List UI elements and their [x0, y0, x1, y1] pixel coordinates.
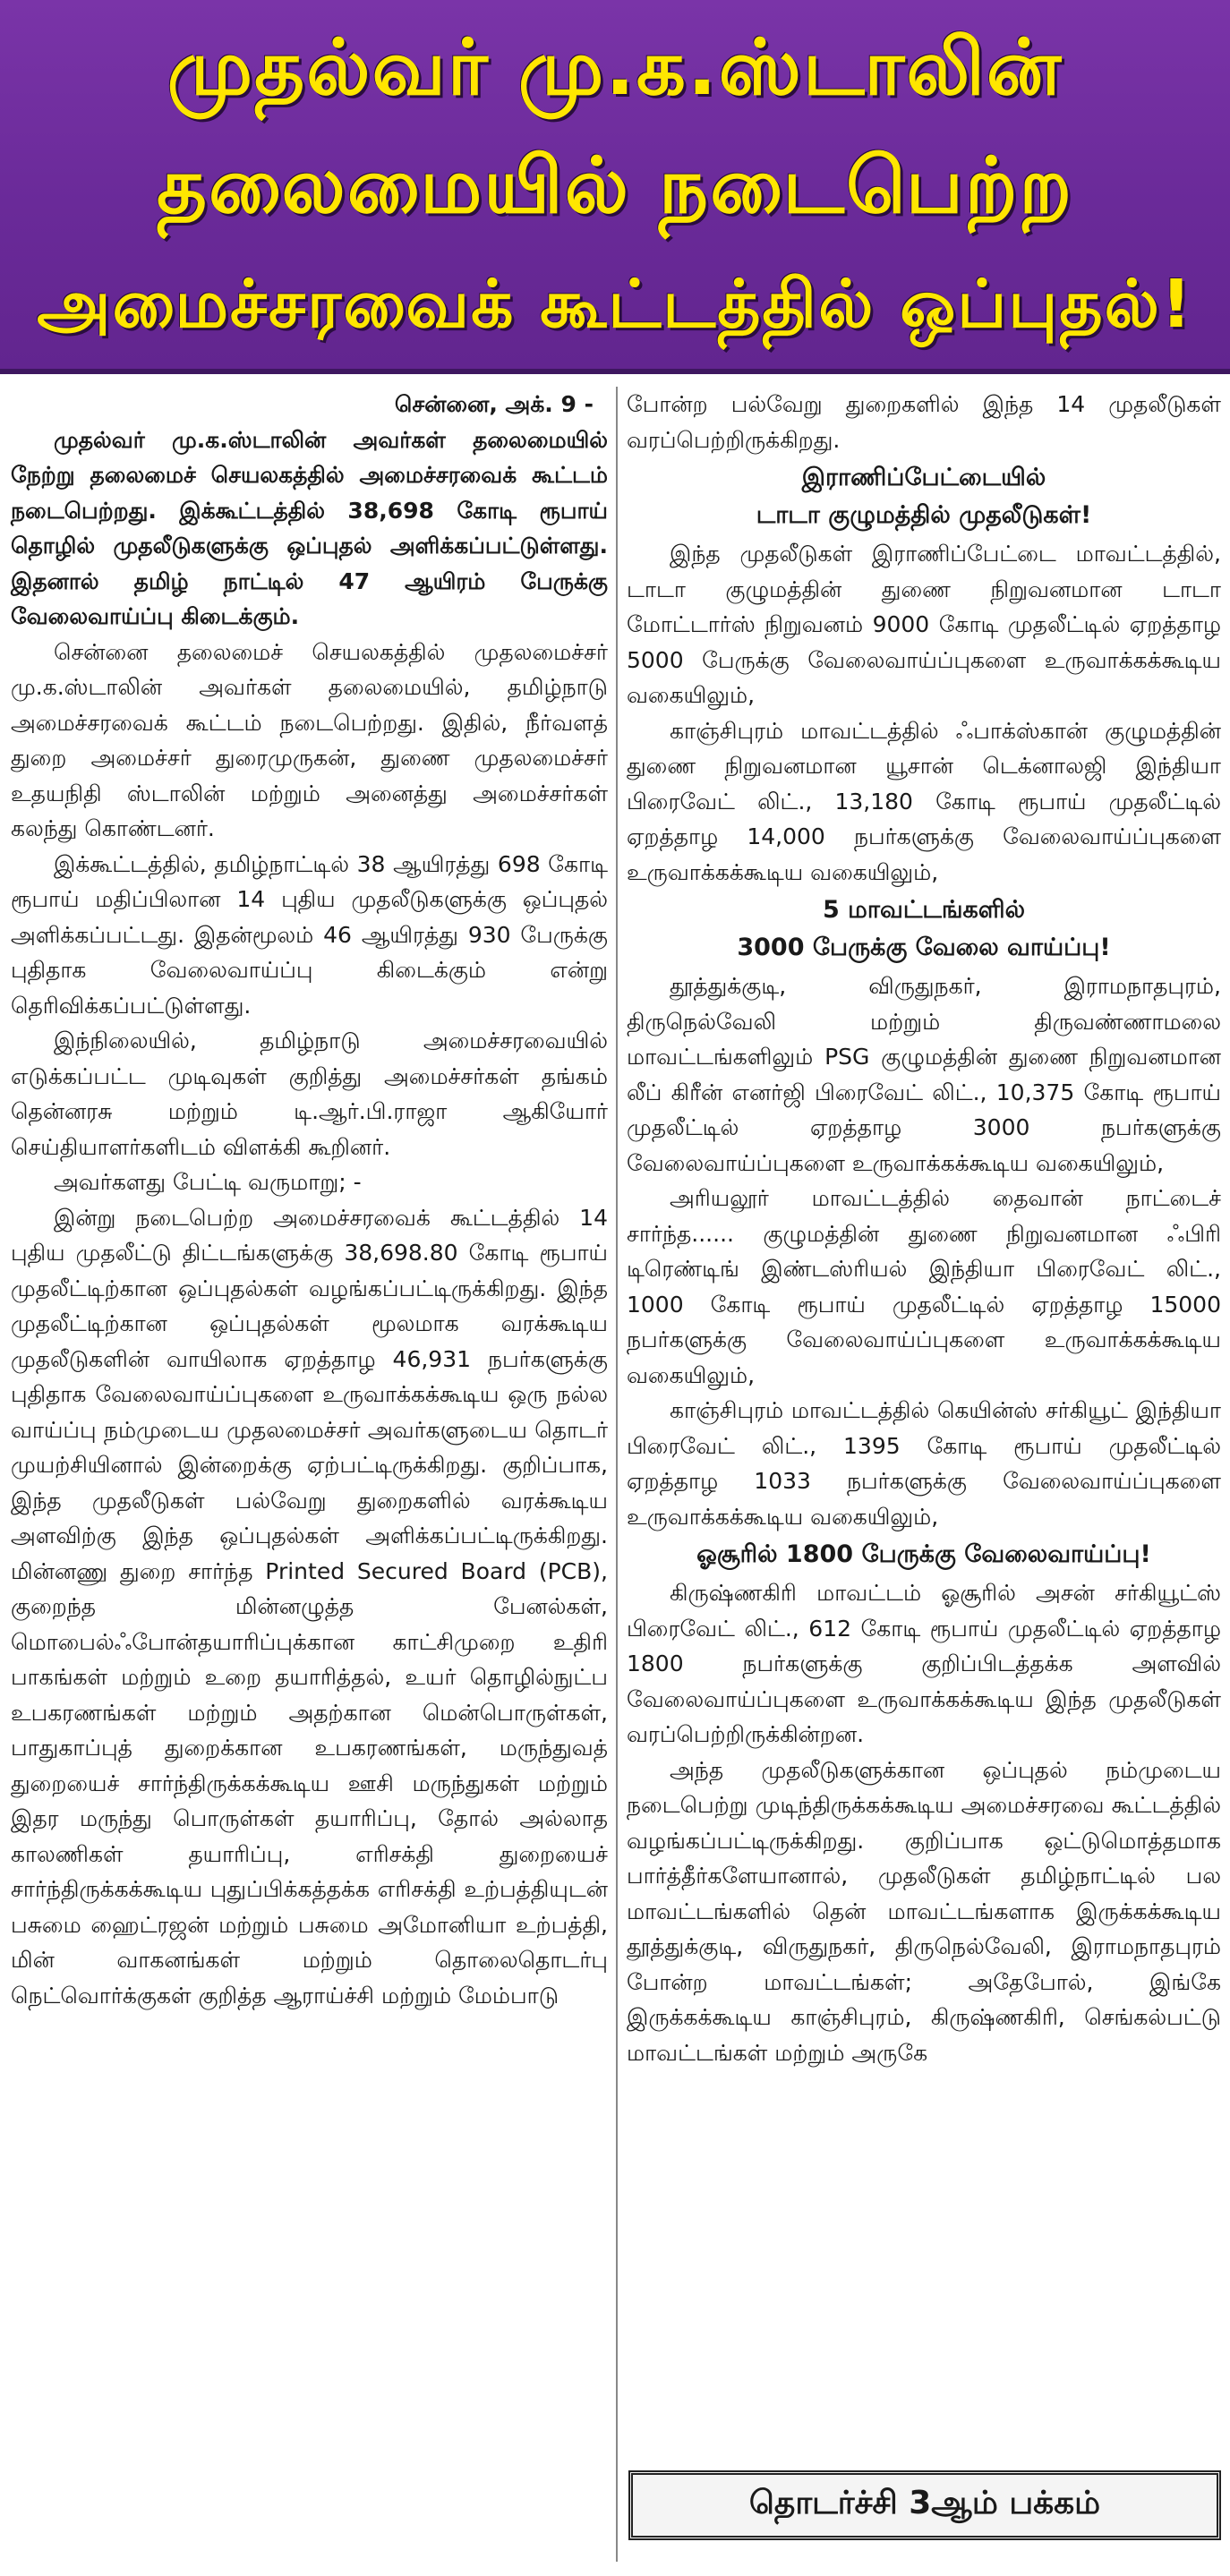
- headline-banner: [0, 0, 1230, 374]
- subheading-line: டாடா குழுமத்தில் முதலீடுகள்!: [756, 501, 1092, 529]
- subheading-line: இராணிப்பேட்டையில்: [801, 464, 1046, 491]
- body-paragraph: தூத்துக்குடி, விருதுநகர், இராமநாதபுரம், திருநெல்வேலி மற்றும் திருவண்ணாமலை மாவட்டங்களிலும் PSG குழுமத்தின் துணை நிறுவனமான லீப் கிரீன் எனர்ஜி பிரைவேட் லிட்., 10,375 கோடி ரூபாய் முதலீட்டில் ஏறத்தாழ 3000 நபர்களுக்கு வேலைவாய்ப்புகளை உருவாக்கக்கூடிய வகையிலும்,: [627, 973, 1221, 1176]
- left-column: [11, 387, 608, 2013]
- body-paragraph: அரியலூர் மாவட்டத்தில் தைவான் நாட்டைச் சார்ந்த...... குழுமத்தின் துணை நிறுவனமான ஃபிரி டிரெண்டிங் இண்டஸ்ரியல் இந்தியா பிரைவேட் லிட்., 1000 கோடி ரூபாய் முதலீட்டில் ஏறத்தாழ 15000 நபர்களுக்கு வேலைவாய்ப்புகளை உருவாக்கக்கூடிய வகையிலும்,: [627, 1185, 1221, 1388]
- subheading-hosur: ஓசூரில் 1800 பேருக்கு வேலைவாய்ப்பு!: [696, 1540, 1151, 1568]
- body-paragraph: இன்று நடைபெற்ற அமைச்சரவைக் கூட்டத்தில் 14 புதிய முதலீட்டு திட்டங்களுக்கு 38,698.80 கோடி ரூபாய் முதலீட்டிற்கான ஒப்புதல்கள் வழங்கப்பட்டிருக்கிறது. இந்த முதலீட்டிற்கான ஒப்புதல்கள் மூலமாக வரக்கூடிய முதலீடுகளின் வாயிலாக ஏறத்தாழ 46,931 நபர்களுக்கு புதிதாக வேலைவாய்ப்புகளை உருவாக்கக்கூடிய ஒரு நல்ல வாய்ப்பு நம்முடைய முதலமைச்சர் அவர்களுடைய தொடர் முயற்சியினால் இன்றைக்கு ஏற்பட்டிருக்கிறது. குறிப்பாக, இந்த முதலீடுகள் பல்வேறு துறைகளில் வரக்கூடிய அளவிற்கு இந்த ஒப்புதல்கள் அளிக்கப்பட்டிருக்கிறது. மின்னணு துறை சார்ந்த Printed Secured Board (PCB), குறைந்த மின்னழுத்த பேனல்கள், மொபைல்ஃபோன்தயாரிப்புக்கான காட்சிமுறை உதிரி பாகங்கள் மற்றும் உறை தயாரித்தல், உயர் தொழில்நுட்ப உபகரணங்கள் மற்றும் அதற்கான மென்பொருள்கள், பாதுகாப்புத் துறைக்கான உபகரணங்கள், மருந்துவத் துறையைச் சார்ந்திருக்கக்கூடிய ஊசி மருந்துகள் மற்றும் இதர மருந்து பொருள்கள் தயாரிப்பு, தோல் அல்லாத காலணிகள் தயாரிப்பு, எரிசக்தி துறையைச் சார்ந்திருக்கக்கூடிய புதுப்பிக்கத்தக்க எரிசக்தி உற்பத்தியுடன் பசுமை ஹைட்ரஜன் மற்றும் பசுமை அமோனியா உற்பத்தி, மின் வாகனங்கள் மற்றும் தொலைதொடர்பு நெட்வொர்க்குகள் குறித்த ஆராய்ச்சி மற்றும் மேம்பாடு: [11, 1204, 608, 2009]
- body-paragraph: அவர்களது பேட்டி வருமாறு; -: [54, 1169, 362, 1195]
- headline-line-1: முதல்வர் மு.க.ஸ்டாலின்: [167, 23, 1063, 113]
- body-paragraph: காஞ்சிபுரம் மாவட்டத்தில் ஃபாக்ஸ்கான் குழுமத்தின் துணை நிறுவனமான யூசான் டெக்னாலஜி இந்தியா பிரைவேட் லிட்., 13,180 கோடி ரூபாய் முதலீட்டில் ஏறத்தாழ 14,000 நபர்களுக்கு வேலைவாய்ப்புகளை உருவாக்கக்கூடிய வகையிலும்,: [627, 717, 1221, 885]
- body-paragraph: இந்த முதலீடுகள் இராணிப்பேட்டை மாவட்டத்தில், டாடா குழுமத்தின் துணை நிறுவனமான டாடா மோட்டார்ஸ் நிறுவனம் 9000 கோடி முதலீட்டில் ஏறத்தாழ 5000 பேருக்கு வேலைவாய்ப்புகளை உருவாக்கக்கூடிய வகையிலும்,: [627, 541, 1221, 708]
- body-paragraph: சென்னை தலைமைச் செயலகத்தில் முதலமைச்சர் மு.க.ஸ்டாலின் அவர்கள் தலைமையில், தமிழ்நாடு அமைச்சரவைக் கூட்டம் நடைபெற்றது. இதில், நீர்வளத் துறை அமைச்சர் துரைமுருகன், துணை முதலமைச்சர் உதயநிதி ஸ்டாலின் மற்றும் அனைத்து அமைச்சர்கள் கலந்து கொண்டனர்.: [11, 638, 608, 841]
- body-paragraph: கிருஷ்ணகிரி மாவட்டம் ஓசூரில் அசன் சர்கியூட்ஸ் பிரைவேட் லிட்., 612 கோடி ரூபாய் முதலீட்டில் ஏறத்தாழ 1800 நபர்களுக்கு குறிப்பிடத்தக்க அளவில் வேலைவாய்ப்புகளை உருவாக்கக்கூடிய இந்த முதலீடுகள் வரப்பெற்றிருக்கின்றன.: [627, 1580, 1221, 1747]
- subheading-line: 3000 பேருக்கு வேலை வாய்ப்பு!: [737, 934, 1111, 961]
- right-column: [627, 387, 1221, 2070]
- continued-on-page-box: தொடர்ச்சி 3ஆம் பக்கம்: [628, 2470, 1221, 2540]
- body-paragraph: இந்நிலையில், தமிழ்நாடு அமைச்சரவையில் எடுக்கப்பட்ட முடிவுகள் குறித்து அமைச்சர்கள் தங்கம் தென்னரசு மற்றும் டி.ஆர்.பி.ராஜா ஆகியோர் செய்தியாளர்களிடம் விளக்கி கூறினர்.: [11, 1028, 608, 1160]
- headline-line-2: தலைமையில் நடைபெற்ற: [157, 141, 1073, 231]
- subheading-5-districts: [627, 891, 1221, 967]
- headline-line-3: அமைச்சரவைக் கூட்டத்தில் ஒப்புதல்!: [37, 266, 1193, 343]
- lead-paragraph: முதல்வர் மு.க.ஸ்டாலின் அவர்கள் தலைமையில் நேற்று தலைமைச் செயலகத்தில் அமைச்சரவைக் கூட்டம் நடைபெற்றது. இக்கூட்டத்தில் 38,698 கோடி ரூபாய் தொழில் முதலீடுகளுக்கு ஒப்புதல் அளிக்கப்பட்டுள்ளது. இதனால் தமிழ் நாட்டில் 47 ஆயிரம் பேருக்கு வேலைவாய்ப்பு கிடைக்கும்.: [11, 426, 608, 629]
- subheading-ranipet: [627, 459, 1221, 534]
- body-paragraph: அந்த முதலீடுகளுக்கான ஒப்புதல் நம்முடைய நடைபெற்று முடிந்திருக்கக்கூடிய அமைச்சரவை கூட்டத்தில் வழங்கப்பட்டிருக்கிறது. குறிப்பாக ஒட்டுமொத்தமாக பார்த்தீர்களேயானால், முதலீடுகள் தமிழ்நாட்டில் பல மாவட்டங்களில் தென் மாவட்டங்களாக இருக்கக்கூடிய தூத்துக்குடி, விருதுநகர், திருநெல்வேலி, இராமநாதபுரம் போன்ற மாவட்டங்கள்; அதேபோல், இங்கே இருக்கக்கூடிய காஞ்சிபுரம், கிருஷ்ணகிரி, செங்கல்பட்டு மாவட்டங்கள் மற்றும் அருகே: [627, 1756, 1221, 2066]
- body-paragraph: இக்கூட்டத்தில், தமிழ்நாட்டில் 38 ஆயிரத்து 698 கோடி ரூபாய் மதிப்பிலான 14 புதிய முதலீடுகளுக்கு ஒப்புதல் அளிக்கப்பட்டது. இதன்மூலம் 46 ஆயிரத்து 930 பேருக்கு புதிதாக வேலைவாய்ப்பு கிடைக்கும் என்று தெரிவிக்கப்பட்டுள்ளது.: [11, 850, 608, 1019]
- dateline: சென்னை, அக். 9 -: [394, 391, 594, 417]
- body-paragraph: காஞ்சிபுரம் மாவட்டத்தில் கெயின்ஸ் சர்கியூட் இந்தியா பிரைவேட் லிட்., 1395 கோடி ரூபாய் முதலீட்டில் ஏறத்தாழ 1033 நபர்களுக்கு வேலைவாய்ப்புகளை உருவாக்கக்கூடிய வகையிலும்,: [627, 1397, 1221, 1530]
- subheading-line: 5 மாவட்டங்களில்: [822, 896, 1026, 924]
- column-divider: [616, 387, 618, 2562]
- continuation-paragraph: போன்ற பல்வேறு துறைகளில் இந்த 14 முதலீடுகள் வரப்பெற்றிருக்கிறது.: [627, 391, 1221, 453]
